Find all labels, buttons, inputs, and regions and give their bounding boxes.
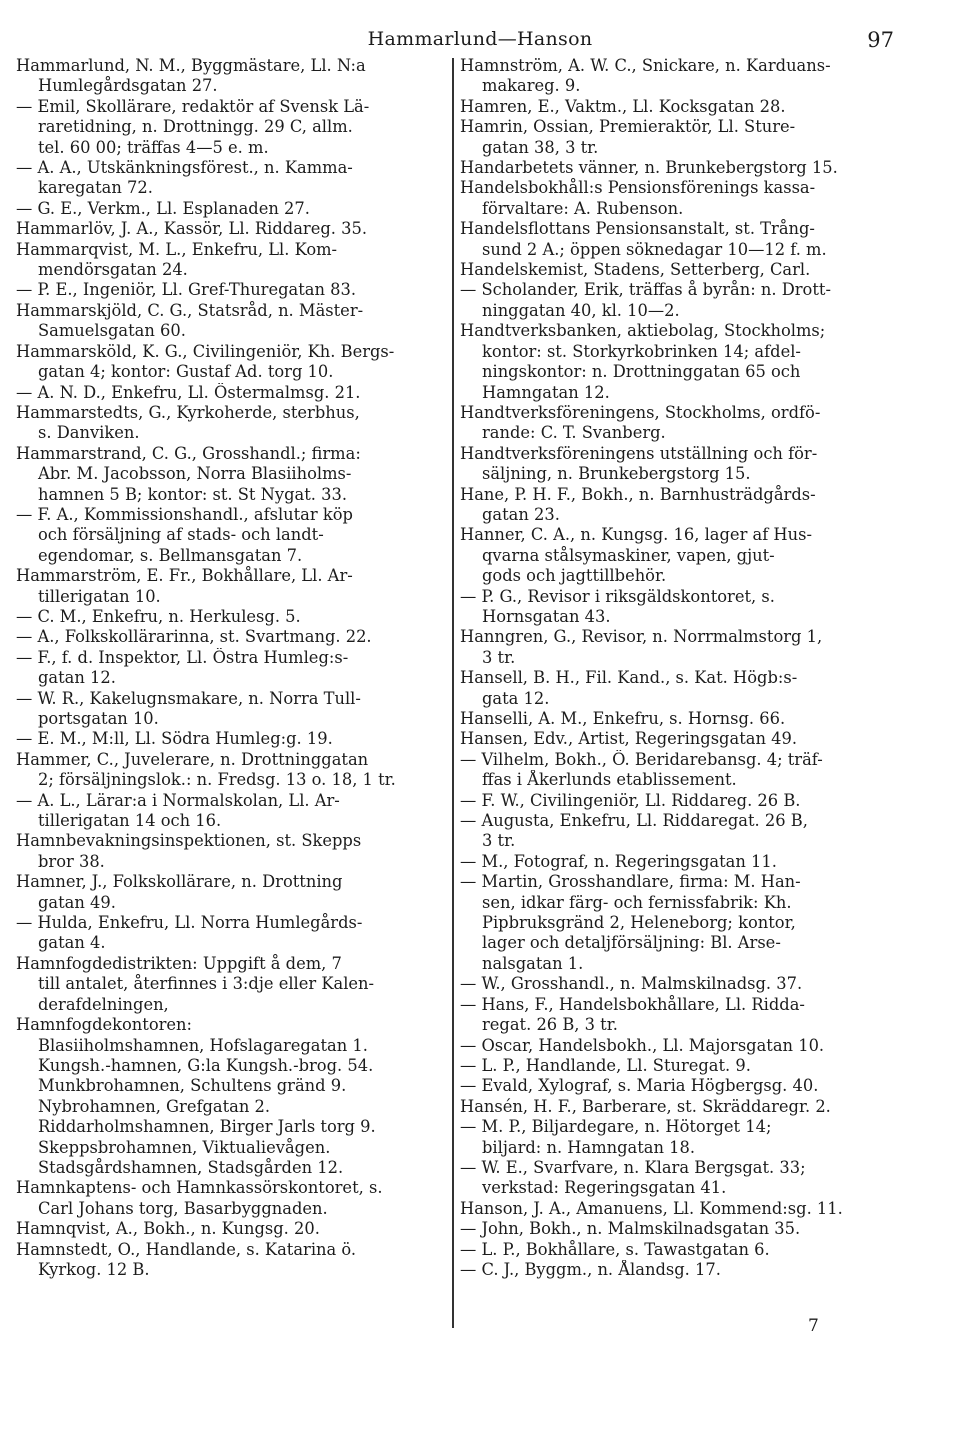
entry-line: sen, idkar färg- och fernissfabrik: Kh. xyxy=(482,892,792,912)
directory-entry xyxy=(460,97,892,117)
entry-line: verkstad: Regeringsgatan 41. xyxy=(482,1178,727,1198)
directory-entry xyxy=(460,525,892,586)
directory-entry xyxy=(16,199,448,219)
entry-line: sund 2 A.; öppen söknedagar 10—12 f. m. xyxy=(482,239,827,259)
entry-line: — F., f. d. Inspektor, Ll. Östra Humleg:s- xyxy=(16,647,349,667)
directory-entry xyxy=(16,791,448,832)
entry-line: gatan 12. xyxy=(38,668,116,688)
directory-entry xyxy=(16,689,448,730)
directory-entry xyxy=(16,1240,448,1281)
entry-line: tel. 60 00; träffas 4—5 e. m. xyxy=(38,137,269,157)
entry-line: Hamnbevakningsinspektionen, st. Skepps xyxy=(16,831,362,851)
directory-entry xyxy=(460,1076,892,1096)
entry-line: Nybrohamnen, Grefgatan 2. xyxy=(38,1096,271,1116)
directory-entry xyxy=(460,995,892,1036)
entry-line: Riddarholmshamnen, Birger Jarls torg 9. xyxy=(38,1117,376,1137)
right-column xyxy=(460,56,892,1280)
directory-entry xyxy=(460,709,892,729)
entry-line: Hammarström, E. Fr., Bokhållare, Ll. Ar- xyxy=(16,566,353,586)
entry-line: Stadsgårdshamnen, Stadsgården 12. xyxy=(38,1157,344,1177)
entry-line: tillerigatan 14 och 16. xyxy=(38,811,222,831)
page-number: 97 xyxy=(867,28,894,52)
entry-line: biljard: n. Hamngatan 18. xyxy=(482,1137,696,1157)
directory-entry xyxy=(16,97,448,158)
directory-entry xyxy=(460,1199,892,1219)
entry-line: Skeppsbrohamnen, Viktualievågen. xyxy=(38,1137,331,1157)
directory-entry xyxy=(16,566,448,607)
entry-line: Hamrin, Ossian, Premieraktör, Ll. Sture- xyxy=(460,117,796,137)
directory-entry xyxy=(16,831,448,872)
entry-line: — Augusta, Enkefru, Ll. Riddaregat. 26 B, xyxy=(460,811,808,831)
directory-entry xyxy=(460,750,892,791)
directory-entry xyxy=(460,1036,892,1056)
directory-entry xyxy=(16,607,448,627)
directory-entry xyxy=(16,1015,448,1178)
directory-entry xyxy=(460,403,892,444)
directory-entry xyxy=(16,301,448,342)
entry-line: — W., Grosshandl., n. Malmskilnadsg. 37. xyxy=(460,974,803,994)
directory-entry xyxy=(16,505,448,566)
directory-entry xyxy=(460,1260,892,1280)
entry-line: Handelsbokhåll:s Pensionsförenings kassa- xyxy=(460,178,816,198)
entry-line: Humlegårdsgatan 27. xyxy=(38,76,218,96)
entry-line: egendomar, s. Bellmansgatan 7. xyxy=(38,545,303,565)
entry-line: Hammarlund, N. M., Byggmästare, Ll. N:a xyxy=(16,56,366,75)
entry-line: till antalet, återfinnes i 3:dje eller Kalen- xyxy=(38,974,375,994)
entry-line: Hamnfogdekontoren: xyxy=(16,1015,193,1035)
entry-line: s. Danviken. xyxy=(38,423,140,443)
directory-entry xyxy=(16,1178,448,1219)
directory-entry xyxy=(460,587,892,628)
entry-line: gatan 4; kontor: Gustaf Ad. torg 10. xyxy=(38,362,334,382)
entry-line: Pipbruksgränd 2, Heleneborg; kontor, xyxy=(482,913,796,933)
entry-line: hamnen 5 B; kontor: st. St Nygat. 33. xyxy=(38,484,347,504)
entry-line: Hansen, Edv., Artist, Regeringsgatan 49. xyxy=(460,729,797,749)
entry-line: — M., Fotograf, n. Regeringsgatan 11. xyxy=(460,851,777,871)
entry-line: — F. W., Civilingeniör, Ll. Riddareg. 26 B. xyxy=(460,790,801,810)
entry-line: Hamngatan 12. xyxy=(482,382,610,402)
entry-line: — Oscar, Handelsbokh., Ll. Majorsgatan 10. xyxy=(460,1035,825,1055)
entry-line: mendörsgatan 24. xyxy=(38,260,188,280)
entry-line: 3 tr. xyxy=(482,831,516,851)
entry-line: — C. M., Enkefru, n. Herkulesg. 5. xyxy=(16,606,301,626)
entry-line: — W. R., Kakelugnsmakare, n. Norra Tull- xyxy=(16,688,361,708)
entry-line: Hammer, C., Juvelerare, n. Drottninggatan xyxy=(16,749,369,769)
entry-line: — Hulda, Enkefru, Ll. Norra Humlegårds- xyxy=(16,913,363,933)
entry-line: — Martin, Grosshandlare, firma: M. Han- xyxy=(460,872,801,892)
directory-entry xyxy=(460,627,892,668)
entry-line: Kyrkog. 12 B. xyxy=(38,1259,150,1279)
directory-entry xyxy=(16,219,448,239)
entry-line: — L. P., Handlande, Ll. Sturegat. 9. xyxy=(460,1055,751,1075)
directory-entry xyxy=(16,158,448,199)
directory-entry xyxy=(16,750,448,791)
entry-line: Handtverksföreningens, Stockholms, ordfö- xyxy=(460,402,821,422)
entry-line: — A. N. D., Enkefru, Ll. Östermalmsg. 21. xyxy=(16,382,361,402)
entry-line: Hornsgatan 43. xyxy=(482,606,611,626)
entry-line: Hamren, E., Vaktm., Ll. Kocksgatan 28. xyxy=(460,96,786,116)
entry-line: portsgatan 10. xyxy=(38,709,159,728)
entry-line: rande: C. T. Svanberg. xyxy=(482,423,666,443)
entry-line: Hamnstedt, O., Handlande, s. Katarina ö. xyxy=(16,1239,357,1259)
signature-mark: 7 xyxy=(808,1316,819,1336)
directory-entry xyxy=(460,974,892,994)
entry-line: Hanner, C. A., n. Kungsg. 16, lager af Hus- xyxy=(460,525,812,545)
directory-entry xyxy=(460,280,892,321)
entry-line: Hamnkaptens- och Hamnkassörskontoret, s. xyxy=(16,1178,383,1198)
directory-entry xyxy=(16,913,448,954)
directory-entry xyxy=(460,1117,892,1158)
entry-line: — L. P., Bokhållare, s. Tawastgatan 6. xyxy=(460,1239,770,1259)
directory-entry xyxy=(16,280,448,300)
directory-entry xyxy=(460,1158,892,1199)
directory-entry xyxy=(460,1240,892,1260)
running-head: Hammarlund—Hanson xyxy=(367,28,593,50)
entry-line: Hammarskjöld, C. G., Statsråd, n. Mäster- xyxy=(16,300,364,320)
directory-entry xyxy=(460,852,892,872)
entry-line: — F. A., Kommissionshandl., afslutar köp xyxy=(16,504,353,524)
entry-line: Blasiiholmshamnen, Hofslagaregatan 1. xyxy=(38,1035,368,1055)
entry-line: Hamnqvist, A., Bokh., n. Kungsg. 20. xyxy=(16,1219,320,1239)
entry-line: Handtverksföreningens utställning och för- xyxy=(460,443,818,463)
directory-entry xyxy=(16,342,448,383)
entry-line: Handtverksbanken, aktiebolag, Stockholms; xyxy=(460,321,826,341)
entry-line: Hammarstrand, C. G., Grosshandl.; firma: xyxy=(16,443,361,463)
entry-line: — G. E., Verkm., Ll. Esplanaden 27. xyxy=(16,198,310,218)
directory-entry xyxy=(16,403,448,444)
directory-entry xyxy=(460,321,892,403)
entry-line: — C. J., Byggm., n. Ålandsg. 17. xyxy=(460,1259,721,1279)
entry-line: qvarna stålsymaskiner, vapen, gjut- xyxy=(482,545,775,565)
entry-line: ningskontor: n. Drottninggatan 65 och xyxy=(482,362,801,382)
entry-line: Hamnström, A. W. C., Snickare, n. Karduans- xyxy=(460,56,831,75)
entry-line: Hanselli, A. M., Enkefru, s. Hornsg. 66. xyxy=(460,709,786,728)
entry-line: — A. L., Lärar:a i Normalskolan, Ll. Ar- xyxy=(16,790,340,810)
entry-line: förvaltare: A. Rubenson. xyxy=(482,198,684,218)
entry-line: bror 38. xyxy=(38,851,105,871)
entry-line: Hammarlöv, J. A., Kassör, Ll. Riddareg. 35. xyxy=(16,219,367,239)
directory-entry xyxy=(460,791,892,811)
entry-line: Hansén, H. F., Barberare, st. Skräddaregr. 2. xyxy=(460,1096,831,1116)
directory-entry xyxy=(460,485,892,526)
entry-line: raretidning, n. Drottningg. 29 C, allm. xyxy=(38,117,353,137)
entry-line: ffas i Åkerlunds etablissement. xyxy=(482,770,737,790)
entry-line: — A., Folkskollärarinna, st. Svartmang. 22. xyxy=(16,627,372,647)
entry-line: 2; försäljningslok.: n. Fredsg. 13 o. 18, 1 tr. xyxy=(38,770,396,790)
directory-entry xyxy=(16,872,448,913)
directory-entry xyxy=(460,1219,892,1239)
entry-line: Hammarqvist, M. L., Enkefru, Ll. Kom- xyxy=(16,239,338,259)
directory-entry xyxy=(460,811,892,852)
entry-line: kontor: st. Storkyrkobrinken 14; afdel- xyxy=(482,341,801,361)
entry-line: Hanson, J. A., Amanuens, Ll. Kommend:sg. 11. xyxy=(460,1198,843,1218)
entry-line: Kungsh.-hamnen, G:la Kungsh.-brog. 54. xyxy=(38,1055,374,1075)
entry-line: Handarbetets vänner, n. Brunkebergstorg 15. xyxy=(460,158,838,178)
directory-entry xyxy=(460,219,892,260)
entry-line: 3 tr. xyxy=(482,647,516,667)
directory-entry xyxy=(16,954,448,1015)
directory-entry xyxy=(460,1097,892,1117)
entry-line: Hansell, B. H., Fil. Kand., s. Kat. Högb:s- xyxy=(460,668,798,688)
entry-line: — Evald, Xylograf, s. Maria Högbergsg. 40. xyxy=(460,1076,819,1096)
entry-line: säljning, n. Brunkebergstorg 15. xyxy=(482,464,751,484)
entry-line: — Scholander, Erik, träffas å byrån: n. Drott- xyxy=(460,280,831,300)
entry-line: Hane, P. H. F., Bokh., n. Barnhusträdgårds- xyxy=(460,484,816,504)
entry-line: — M. P., Biljardegare, n. Hötorget 14; xyxy=(460,1117,772,1137)
directory-entry xyxy=(16,648,448,689)
directory-entry xyxy=(460,56,892,97)
entry-line: karegatan 72. xyxy=(38,178,153,198)
directory-entry xyxy=(460,444,892,485)
entry-line: Handelskemist, Stadens, Setterberg, Carl. xyxy=(460,260,811,280)
entry-line: och försäljning af stads- och landt- xyxy=(38,525,324,545)
directory-entry xyxy=(16,444,448,505)
entry-line: gatan 4. xyxy=(38,933,106,953)
entry-line: Handelsflottans Pensionsanstalt, st. Trång- xyxy=(460,219,815,239)
entry-line: Munkbrohamnen, Schultens gränd 9. xyxy=(38,1076,347,1096)
entry-line: — Emil, Skollärare, redaktör af Svensk Lä- xyxy=(16,96,370,116)
entry-line: Hamner, J., Folkskollärare, n. Drottning xyxy=(16,872,343,892)
entry-line: — Hans, F., Handelsbokhållare, Ll. Ridda- xyxy=(460,994,805,1014)
directory-entry xyxy=(16,627,448,647)
directory-entry xyxy=(460,260,892,280)
left-column xyxy=(16,56,448,1280)
entry-line: regat. 26 B, 3 tr. xyxy=(482,1015,618,1035)
entry-line: ninggatan 40, kl. 10—2. xyxy=(482,300,680,320)
entry-line: makareg. 9. xyxy=(482,76,581,96)
entry-line: — Vilhelm, Bokh., Ö. Beridarebansg. 4; träf- xyxy=(460,749,823,769)
entry-line: gatan 49. xyxy=(38,892,116,912)
entry-line: Samuelsgatan 60. xyxy=(38,321,186,341)
entry-line: tillerigatan 10. xyxy=(38,586,161,606)
entry-line: Hammarsköld, K. G., Civilingeniör, Kh. Bergs- xyxy=(16,341,395,361)
entry-line: — W. E., Svarfvare, n. Klara Bergsgat. 33; xyxy=(460,1157,806,1177)
directory-entry xyxy=(460,158,892,178)
entry-line: lager och detaljförsäljning: Bl. Arse- xyxy=(482,933,781,953)
entry-line: Hammarstedts, G., Kyrkoherde, sterbhus, xyxy=(16,402,360,422)
entry-line: gatan 23. xyxy=(482,504,560,524)
directory-entry xyxy=(460,729,892,749)
page-header xyxy=(0,26,960,56)
entry-line: gatan 38, 3 tr. xyxy=(482,137,599,157)
directory-entry xyxy=(16,729,448,749)
entry-line: — P. E., Ingeniör, Ll. Gref-Thuregatan 83. xyxy=(16,280,357,300)
directory-entry xyxy=(16,240,448,281)
directory-entry xyxy=(460,1056,892,1076)
entry-line: nalsgatan 1. xyxy=(482,953,584,973)
entry-line: — E. M., M:ll, Ll. Södra Humleg:g. 19. xyxy=(16,729,333,749)
entry-line: — A. A., Utskänkningsförest., n. Kamma- xyxy=(16,158,353,178)
entry-line: Hamnfogdedistrikten: Uppgift å dem, 7 xyxy=(16,953,342,973)
directory-entry xyxy=(16,56,448,97)
directory-entry xyxy=(16,1219,448,1239)
directory-entry xyxy=(460,872,892,974)
entry-line: — John, Bokh., n. Malmskilnadsgatan 35. xyxy=(460,1219,801,1239)
entry-line: gata 12. xyxy=(482,688,550,708)
column-divider xyxy=(452,58,454,1328)
directory-entry xyxy=(460,178,892,219)
directory-entry xyxy=(16,383,448,403)
entry-line: Abr. M. Jacobsson, Norra Blasiiholms- xyxy=(38,464,352,484)
entry-line: gods och jagttillbehör. xyxy=(482,566,667,586)
entry-line: Carl Johans torg, Basarbyggnaden. xyxy=(38,1198,328,1218)
entry-line: Hanngren, G., Revisor, n. Norrmalmstorg 1, xyxy=(460,627,823,647)
directory-entry xyxy=(460,668,892,709)
directory-entry xyxy=(460,117,892,158)
entry-line: derafdelningen, xyxy=(38,994,169,1014)
entry-line: — P. G., Revisor i riksgäldskontoret, s. xyxy=(460,586,775,606)
